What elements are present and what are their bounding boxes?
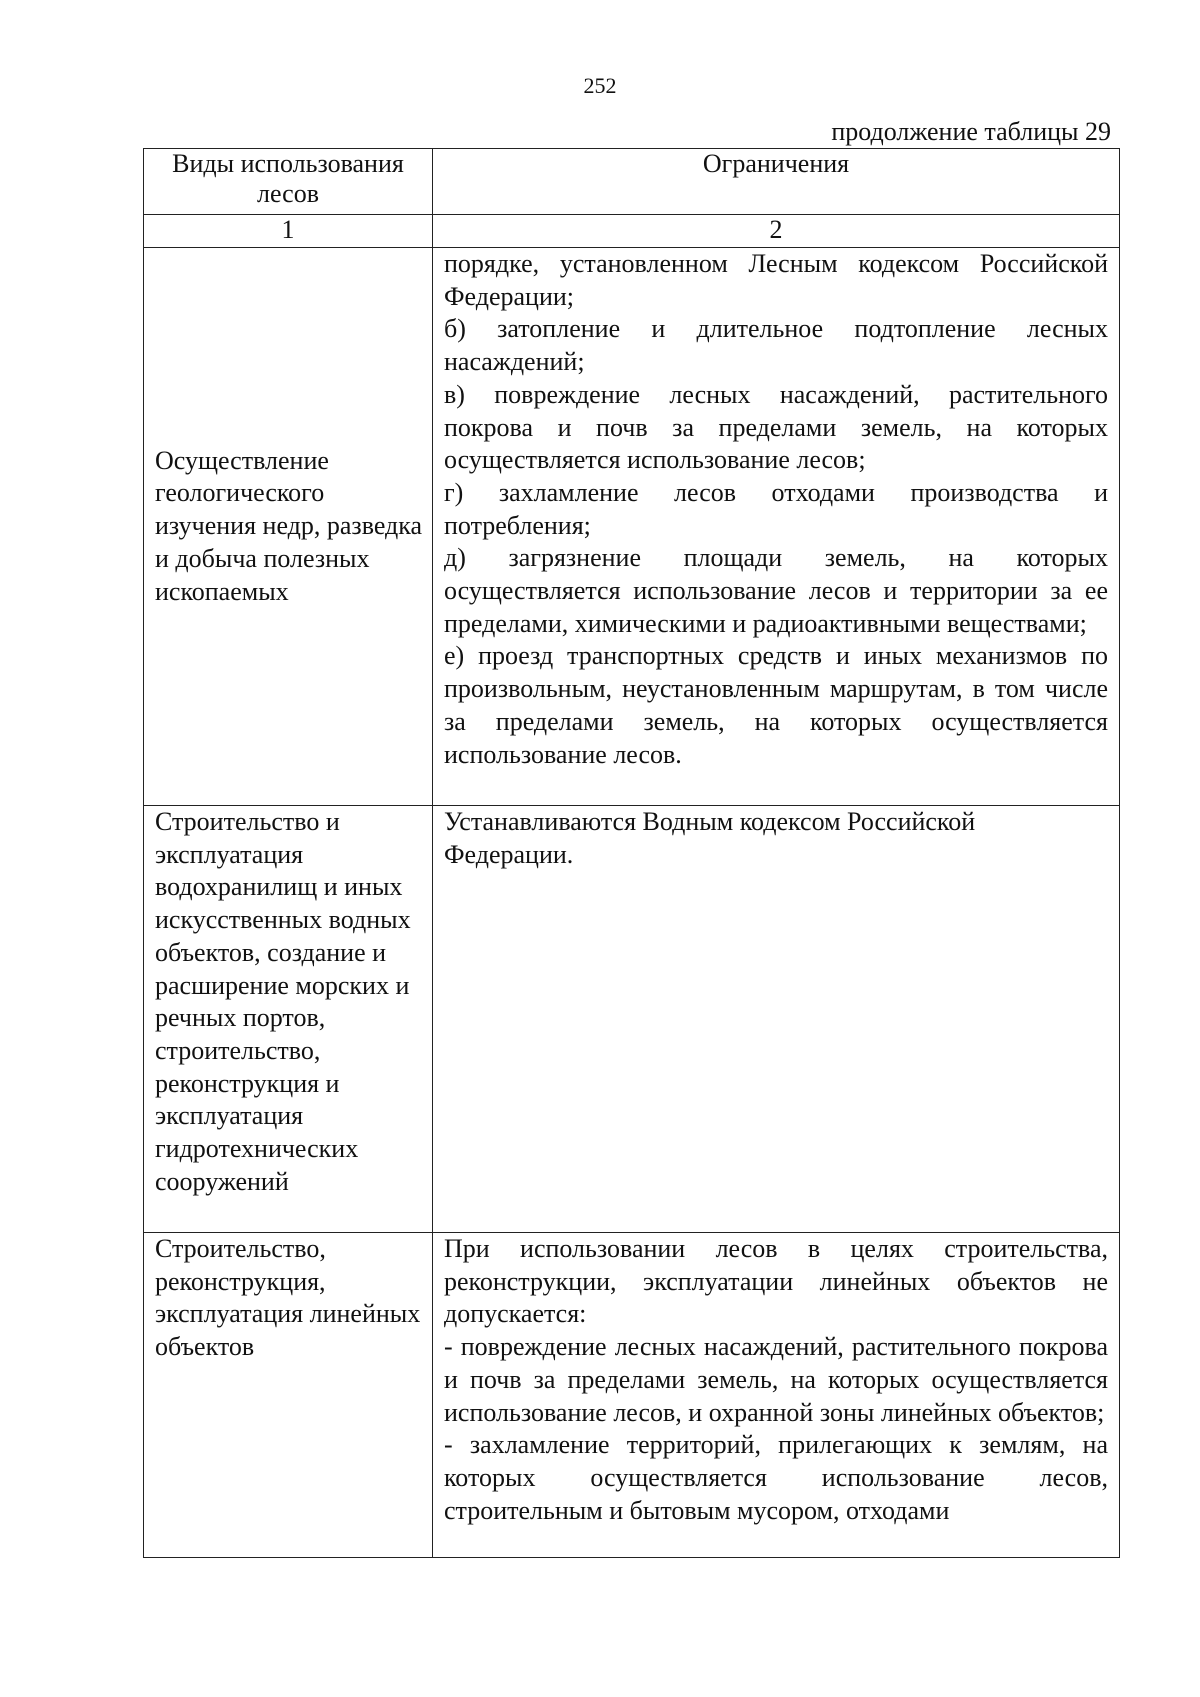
forest-use-type-cell: Строительство, реконструкция, эксплуатация линейных объектов (144, 1233, 433, 1558)
column-number-row (144, 215, 1120, 248)
table-header-row (144, 149, 1120, 215)
restriction-item: б) затопление и длительное подтопление лесных насаждений; (444, 314, 1108, 377)
restrictions-cell (433, 248, 1120, 806)
header-cell-restrictions (433, 149, 1120, 215)
restrictions-table (143, 148, 1120, 1558)
restriction-item: д) загрязнение площади земель, на которых осуществляется использование лесов и территории за ее пределами, химическими и радиоактивными веществами; (444, 543, 1108, 638)
forest-use-type-cell: Строительство и эксплуатация водохранилищ и иных искусственных водных объектов, создание и расширение морских и речных портов, строительство, реконструкция и эксплуатация гидротехнических сооружений (144, 806, 433, 1233)
restriction-item: г) захламление лесов отходами производства и потребления; (444, 477, 1108, 540)
restriction-item: порядке, установленном Лесным кодексом Российской Федерации; (444, 249, 1108, 311)
restrictions-cell (433, 1233, 1120, 1558)
restriction-item: в) повреждение лесных насаждений, растительного покрова и почв за пределами земель, на которых осуществляется использование лесов; (444, 379, 1108, 475)
restriction-item: - захламление территорий, прилегающих к землям, на которых осуществляется использование лесов, строительным и бытовым мусором, отходами (444, 1430, 1108, 1525)
forest-use-type-cell: Осуществление геологического изучения недр, разведка и добыча полезных ископаемых (144, 248, 433, 806)
restriction-item: е) проезд транспортных средств и иных механизмов по произвольным, неустановленным маршрутам, в том числе за пределами земель, на которых осуществляется использование лесов. (444, 641, 1108, 769)
restriction-item: Устанавливаются Водным кодексом Российской Федерации. (444, 807, 976, 869)
restriction-item: При использовании лесов в целях строительства, реконструкции, эксплуатации линейных объектов не допускается: (444, 1234, 1108, 1329)
table-row (144, 806, 1120, 1233)
restrictions-content (444, 1233, 1108, 1557)
restrictions-cell (433, 806, 1120, 1233)
table-continuation-caption: продолжение таблицы 29 (831, 117, 1111, 146)
column-number-2: 2 (433, 215, 1120, 248)
header-forest-use-types: Виды использования лесов (172, 149, 404, 208)
table-row (144, 248, 1120, 806)
table-row (144, 1233, 1120, 1558)
restriction-item: - повреждение лесных насаждений, растительного покрова и почв за пределами земель, на которых осуществляется использование лесов, и охранной зоны линейных объектов; (444, 1332, 1108, 1427)
page-number: 252 (583, 73, 617, 98)
header-restrictions: Ограничения (702, 149, 850, 178)
column-number-1: 1 (144, 215, 433, 248)
header-cell-forest-use-types (144, 149, 433, 215)
